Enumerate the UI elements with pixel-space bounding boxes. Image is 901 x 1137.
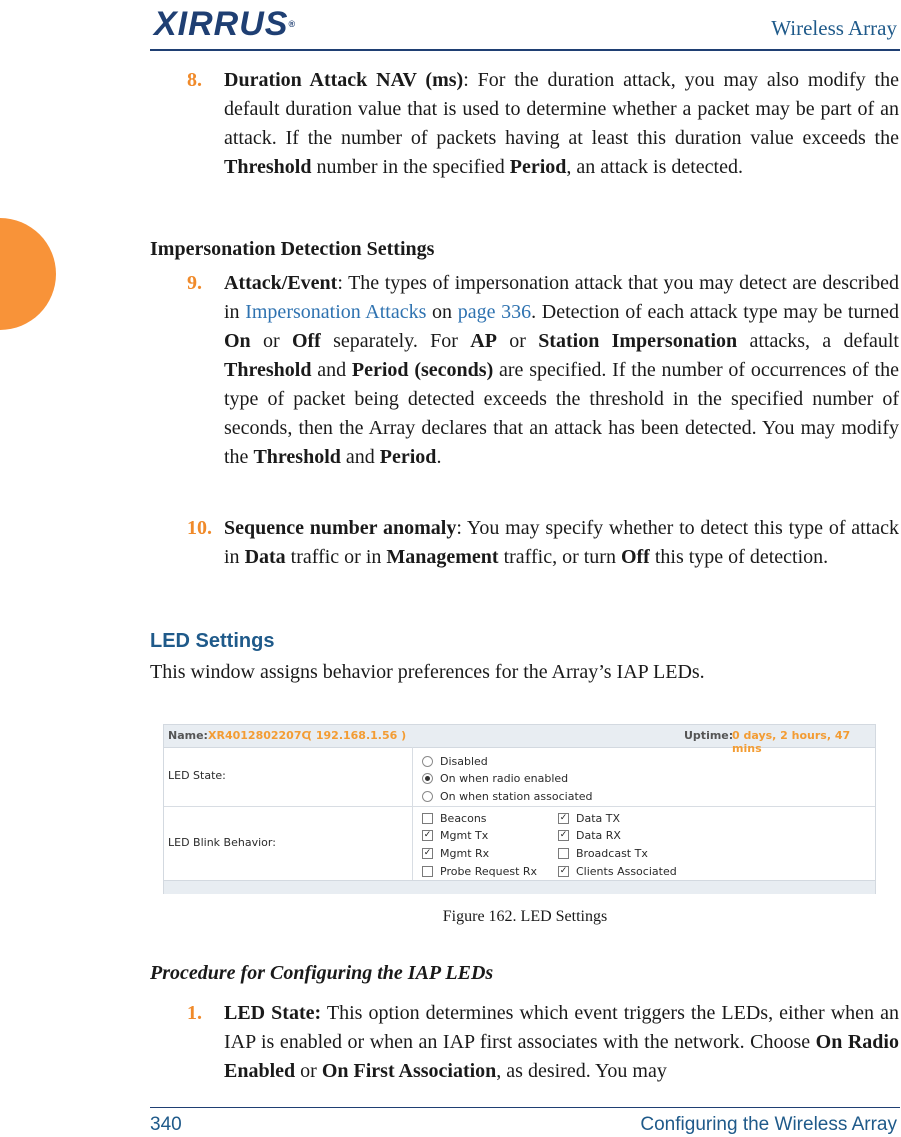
procedure-item-1-number: 1. bbox=[187, 1002, 202, 1024]
led-state-option-disabled[interactable]: Disabled bbox=[422, 753, 488, 769]
row-divider bbox=[164, 806, 875, 807]
panel-status-bar bbox=[164, 725, 875, 755]
led-settings-panel bbox=[163, 724, 876, 894]
array-ip-value: ( 192.168.1.56 ) bbox=[307, 729, 407, 742]
item-9-paragraph: Attack/Event: The types of impersonation attack that you may detect are described in Impersonation Attacks on page 336. Detection of each attack type may be turned On or Off separately. For AP or Station Impersonation attacks, a default Threshold and Period (seconds) are specified. If the number of occurrences of the type of packet being detected exceeds the threshold in the specified number of seconds, then the Array declares that an attack has been detected. You may modify the Threshold and Period. bbox=[224, 272, 899, 468]
item-10-number: 10. bbox=[187, 517, 212, 539]
blink-data-tx[interactable]: ✓ Data TX bbox=[559, 811, 621, 825]
blink-clients-associated[interactable]: ✓ Clients Associated bbox=[559, 864, 677, 878]
checkbox-checked-icon[interactable]: ✓ bbox=[559, 812, 568, 823]
checkbox-checked-icon[interactable]: ✓ bbox=[559, 865, 568, 876]
footer-section-title: Configuring the Wireless Array bbox=[640, 1114, 897, 1135]
blink-beacons[interactable]: Beacons bbox=[422, 810, 487, 826]
name-label: Name: bbox=[168, 729, 208, 742]
blink-probe-request-rx[interactable]: Probe Request Rx bbox=[422, 863, 537, 879]
item-8-number: 8. bbox=[187, 69, 202, 91]
chapter-tab-marker bbox=[0, 218, 56, 330]
procedure-heading: Procedure for Configuring the IAP LEDs bbox=[150, 962, 494, 984]
procedure-item-1-paragraph: LED State: This option determines which event triggers the LEDs, either when an IAP is enabled or when an IAP first associates with the network. Choose On Radio Enabled or On First Association, as desired. You may bbox=[224, 1002, 899, 1082]
checkbox-icon[interactable] bbox=[558, 848, 569, 859]
item-9-number: 9. bbox=[187, 272, 202, 294]
checkbox-icon[interactable] bbox=[422, 813, 433, 824]
panel-footer-bar bbox=[164, 880, 875, 894]
header-title: Wireless Array bbox=[771, 16, 897, 40]
impersonation-attacks-link[interactable]: Impersonation Attacks bbox=[245, 301, 427, 323]
uptime-value: 0 days, 2 hours, 47 mins bbox=[732, 729, 851, 755]
figure-caption: Figure 162. LED Settings bbox=[442, 908, 608, 925]
page-336-link[interactable]: page 336 bbox=[457, 301, 532, 323]
page-number: 340 bbox=[150, 1114, 182, 1135]
radio-icon[interactable] bbox=[422, 791, 433, 802]
checkbox-icon[interactable] bbox=[422, 866, 433, 877]
xirrus-logo: XIRRUS® bbox=[154, 5, 297, 43]
array-name-value: XR4012802207C bbox=[208, 729, 310, 742]
led-settings-intro: This window assigns behavior preferences for the Array’s IAP LEDs. bbox=[150, 661, 705, 683]
header-rule bbox=[150, 49, 900, 51]
blink-mgmt-rx[interactable]: ✓ Mgmt Rx bbox=[423, 846, 490, 860]
led-state-label: LED State: bbox=[168, 769, 226, 782]
checkbox-checked-icon[interactable]: ✓ bbox=[423, 847, 432, 858]
led-state-option-station-associated[interactable]: On when station associated bbox=[422, 788, 593, 804]
footer-rule bbox=[150, 1107, 900, 1108]
blink-mgmt-tx[interactable]: ✓ Mgmt Tx bbox=[423, 828, 489, 842]
column-divider bbox=[412, 747, 413, 880]
led-blink-label: LED Blink Behavior: bbox=[168, 836, 276, 849]
impersonation-heading: Impersonation Detection Settings bbox=[150, 238, 435, 260]
led-state-option-radio-enabled[interactable]: On when radio enabled bbox=[422, 770, 568, 786]
radio-icon[interactable] bbox=[422, 756, 433, 767]
uptime-label: Uptime: bbox=[684, 729, 734, 742]
radio-selected-icon[interactable] bbox=[422, 773, 433, 784]
blink-data-rx[interactable]: ✓ Data RX bbox=[559, 828, 621, 842]
blink-broadcast-tx[interactable]: Broadcast Tx bbox=[558, 845, 648, 861]
item-10-paragraph: Sequence number anomaly: You may specify whether to detect this type of attack in Data traffic or in Management traffic, or turn Off this type of detection. bbox=[224, 517, 899, 568]
item-8-paragraph: Duration Attack NAV (ms): For the duration attack, you may also modify the default duration value that is used to determine whether a packet may be part of an attack. If the number of packets having at least this duration value exceeds the Threshold number in the specified Period, an attack is detected. bbox=[224, 69, 899, 178]
checkbox-checked-icon[interactable]: ✓ bbox=[423, 829, 432, 840]
checkbox-checked-icon[interactable]: ✓ bbox=[559, 829, 568, 840]
led-settings-heading: LED Settings bbox=[150, 630, 275, 652]
